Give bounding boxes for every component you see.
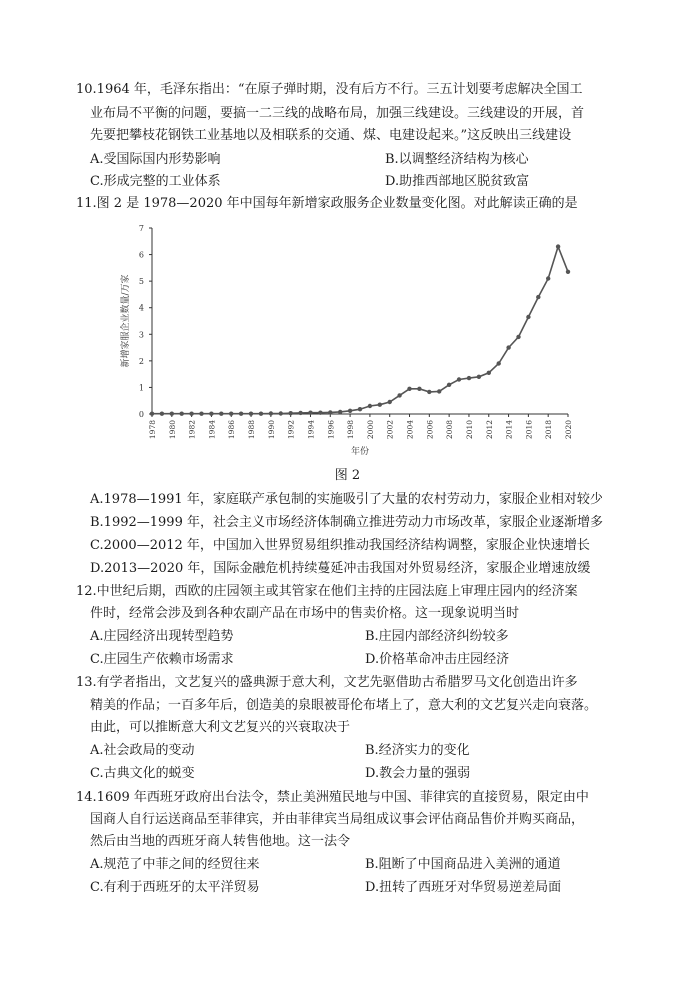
- chart-data-point: [229, 412, 233, 416]
- chart-x-tick-label: 1992: [286, 420, 296, 440]
- q10-option-c: C.形成完整的工业体系: [90, 174, 221, 189]
- q12-stem-line-1: 12.中世纪后期，西欧的庄园领主或其管家在他们主持的庄园法庭上审理庄园内的经济案: [76, 584, 578, 599]
- q14-option-d: D.扭转了西班牙对华贸易逆差局面: [365, 880, 562, 895]
- chart-x-tick-label: 2014: [504, 420, 514, 440]
- chart-data-point: [199, 412, 203, 416]
- chart-x-tick-label: 1980: [167, 420, 177, 440]
- chart-data-point: [348, 409, 352, 413]
- chart-x-tick-label: 2004: [405, 420, 415, 440]
- chart-data-point: [338, 410, 342, 414]
- q11-option-d: D.2013—2020 年，国际金融危机持续蔓延冲击我国对外贸易经济，家服企业增速放缓: [90, 561, 591, 576]
- chart-data-point: [239, 412, 243, 416]
- chart-data-point: [249, 412, 253, 416]
- chart-y-tick-label: 1: [138, 383, 144, 393]
- chart-y-tick-label: 3: [138, 330, 144, 340]
- chart-y-tick-label: 2: [138, 356, 144, 366]
- q10-option-b: B.以调整经济结构为核心: [385, 152, 529, 167]
- chart-x-tick-label: 1984: [207, 420, 217, 440]
- chart-data-point: [279, 411, 283, 415]
- chart-data-point: [180, 412, 184, 416]
- chart-x-tick-label: 1978: [148, 420, 157, 440]
- chart-x-tick-label: 1994: [306, 420, 316, 440]
- chart-y-tick-label: 7: [138, 224, 144, 233]
- chart-y-axis-label: 新增家服企业数量/万家: [121, 274, 131, 368]
- chart-data-point: [289, 411, 293, 415]
- q13-option-a: A.社会政局的变动: [90, 743, 195, 758]
- chart-x-ticks: [148, 414, 573, 439]
- q13-stem-line-3: 由此，可以推断意大利文艺复兴的兴衰取决于: [90, 720, 351, 735]
- chart-data-points: [150, 244, 570, 416]
- chart-data-point: [467, 376, 471, 380]
- chart-y-ticks: [139, 224, 152, 419]
- q13-option-b: B.经济实力的变化: [365, 743, 470, 758]
- chart-data-point: [318, 411, 322, 415]
- chart-y-tick-label: 0: [138, 410, 144, 419]
- chart-data-point: [407, 387, 411, 391]
- chart-data-point: [150, 412, 154, 416]
- chart-y-tick-label: 6: [138, 250, 144, 260]
- chart-data-point: [170, 412, 174, 416]
- q10-option-d: D.助推西部地区脱贫致富: [385, 174, 530, 189]
- chart-data-point: [160, 412, 164, 416]
- q13-stem-line-1: 13.有学者指出，文艺复兴的盛典源于意大利，文艺先驱借助古希腊罗马文化创造出许多: [76, 675, 578, 690]
- q11-option-a: A.1978—1991 年，家庭联产承包制的实施吸引了大量的农村劳动力，家服企业相对较少: [90, 492, 603, 507]
- chart-data-point: [487, 371, 491, 375]
- q11-option-b: B.1992—1999 年，社会主义市场经济体制确立推进劳动力市场改革，家服企业逐渐增多: [90, 515, 603, 530]
- chart-y-tick-label: 4: [138, 303, 144, 313]
- chart-x-tick-label: 1982: [187, 420, 197, 440]
- chart-data-point: [437, 389, 441, 393]
- q14-stem-line-3: 然后由当地的西班牙商人转售他地。这一法令: [90, 834, 351, 849]
- q14-option-b: B.阻断了中国商品进入美洲的通道: [365, 857, 561, 872]
- chart-x-tick-label: 2006: [425, 420, 435, 440]
- chart-data-point: [516, 335, 520, 339]
- chart-data-point: [457, 377, 461, 381]
- figure-2-line-chart: [110, 218, 590, 460]
- chart-data-point: [189, 412, 193, 416]
- q12-option-c: C.庄园生产依赖市场需求: [90, 652, 234, 667]
- chart-data-point: [308, 411, 312, 415]
- chart-x-tick-label: 2010: [464, 420, 474, 440]
- chart-x-tick-label: 1986: [227, 420, 237, 440]
- q13-option-c: C.古典文化的蜕变: [90, 766, 195, 781]
- chart-x-tick-label: 2020: [564, 420, 573, 440]
- chart-data-point: [556, 244, 560, 248]
- chart-data-point: [566, 270, 570, 274]
- q12-option-a: A.庄园经济出现转型趋势: [90, 629, 234, 644]
- chart-data-point: [497, 361, 501, 365]
- chart-data-point: [397, 393, 401, 397]
- chart-data-point: [358, 407, 362, 411]
- chart-data-point: [546, 276, 550, 280]
- q14-option-c: C.有利于西班牙的太平洋贸易: [90, 880, 260, 895]
- chart-x-tick-label: 1996: [326, 420, 336, 440]
- chart-x-tick-label: 2000: [365, 420, 375, 440]
- chart-x-axis-label: 年份: [350, 447, 370, 457]
- chart-data-point: [378, 403, 382, 407]
- chart-x-tick-label: 1988: [247, 420, 257, 440]
- q14-option-a: A.规范了中菲之间的经贸往来: [90, 857, 260, 872]
- q11-option-c: C.2000—2012 年，中国加入世界贸易组织推动我国经济结构调整，家服企业快速增长: [90, 538, 590, 553]
- chart-data-point: [536, 295, 540, 299]
- chart-x-tick-label: 2018: [544, 420, 554, 440]
- q12-option-d: D.价格革命冲击庄园经济: [365, 652, 510, 667]
- chart-data-point: [368, 404, 372, 408]
- chart-data-point: [269, 411, 273, 415]
- chart-axes: [152, 228, 568, 414]
- chart-data-point: [427, 390, 431, 394]
- q11-stem: 11.图 2 是 1978—2020 年中国每年新增家政服务企业数量变化图。对此解读正确的是: [76, 196, 578, 211]
- q12-option-b: B.庄园内部经济纠纷较多: [365, 629, 509, 644]
- chart-x-tick-label: 2016: [524, 420, 534, 440]
- chart-data-point: [477, 375, 481, 379]
- q10-option-a: A.受国际国内形势影响: [90, 152, 221, 167]
- q13-option-d: D.教会力量的强弱: [365, 766, 471, 781]
- chart-data-point: [506, 345, 510, 349]
- chart-data-point: [219, 412, 223, 416]
- chart-data-point: [209, 412, 213, 416]
- q14-stem-line-1: 14.1609 年西班牙政府出台法令，禁止美洲殖民地与中国、菲律宾的直接贸易，限定由中: [76, 790, 589, 805]
- q13-stem-line-2: 精美的作品；一百多年后，创造美的泉眼被哥伦布堵上了，意大利的文艺复兴走向衰落。: [90, 698, 598, 713]
- q10-stem-line-3: 先要把攀枝花钢铁工业基地以及相联系的交通、煤、电建设起来。”这反映出三线建设: [90, 128, 572, 143]
- chart-data-point: [328, 410, 332, 414]
- chart-x-tick-label: 2008: [445, 420, 455, 440]
- chart-data-point: [388, 400, 392, 404]
- chart-data-point: [298, 411, 302, 415]
- chart-x-tick-label: 1990: [266, 420, 276, 440]
- chart-x-tick-label: 2012: [484, 420, 494, 440]
- q10-stem-line-1: 10.1964 年，毛泽东指出：“在原子弹时期，没有后方不行。三五计划要考虑解决全国工: [76, 82, 583, 97]
- chart-data-point: [526, 315, 530, 319]
- chart-y-tick-label: 5: [138, 277, 144, 287]
- q14-stem-line-2: 国商人自行运送商品至菲律宾，并由菲律宾当局组成议事会评估商品售价并购买商品，: [90, 812, 585, 827]
- chart-data-point: [417, 387, 421, 391]
- chart-x-tick-label: 2002: [385, 420, 395, 440]
- chart-x-tick-label: 1998: [346, 420, 356, 440]
- figure-caption: 图 2: [334, 468, 361, 483]
- q10-stem-line-2: 业布局不平衡的问题，要搞一二三线的战略布局，加强三线建设。三线建设的开展，首: [90, 106, 585, 121]
- chart-data-point: [447, 383, 451, 387]
- chart-data-point: [259, 412, 263, 416]
- chart-series-line: [152, 247, 568, 414]
- q12-stem-line-2: 件时，经常会涉及到各种农副产品在市场中的售卖价格。这一现象说明当时: [90, 606, 520, 621]
